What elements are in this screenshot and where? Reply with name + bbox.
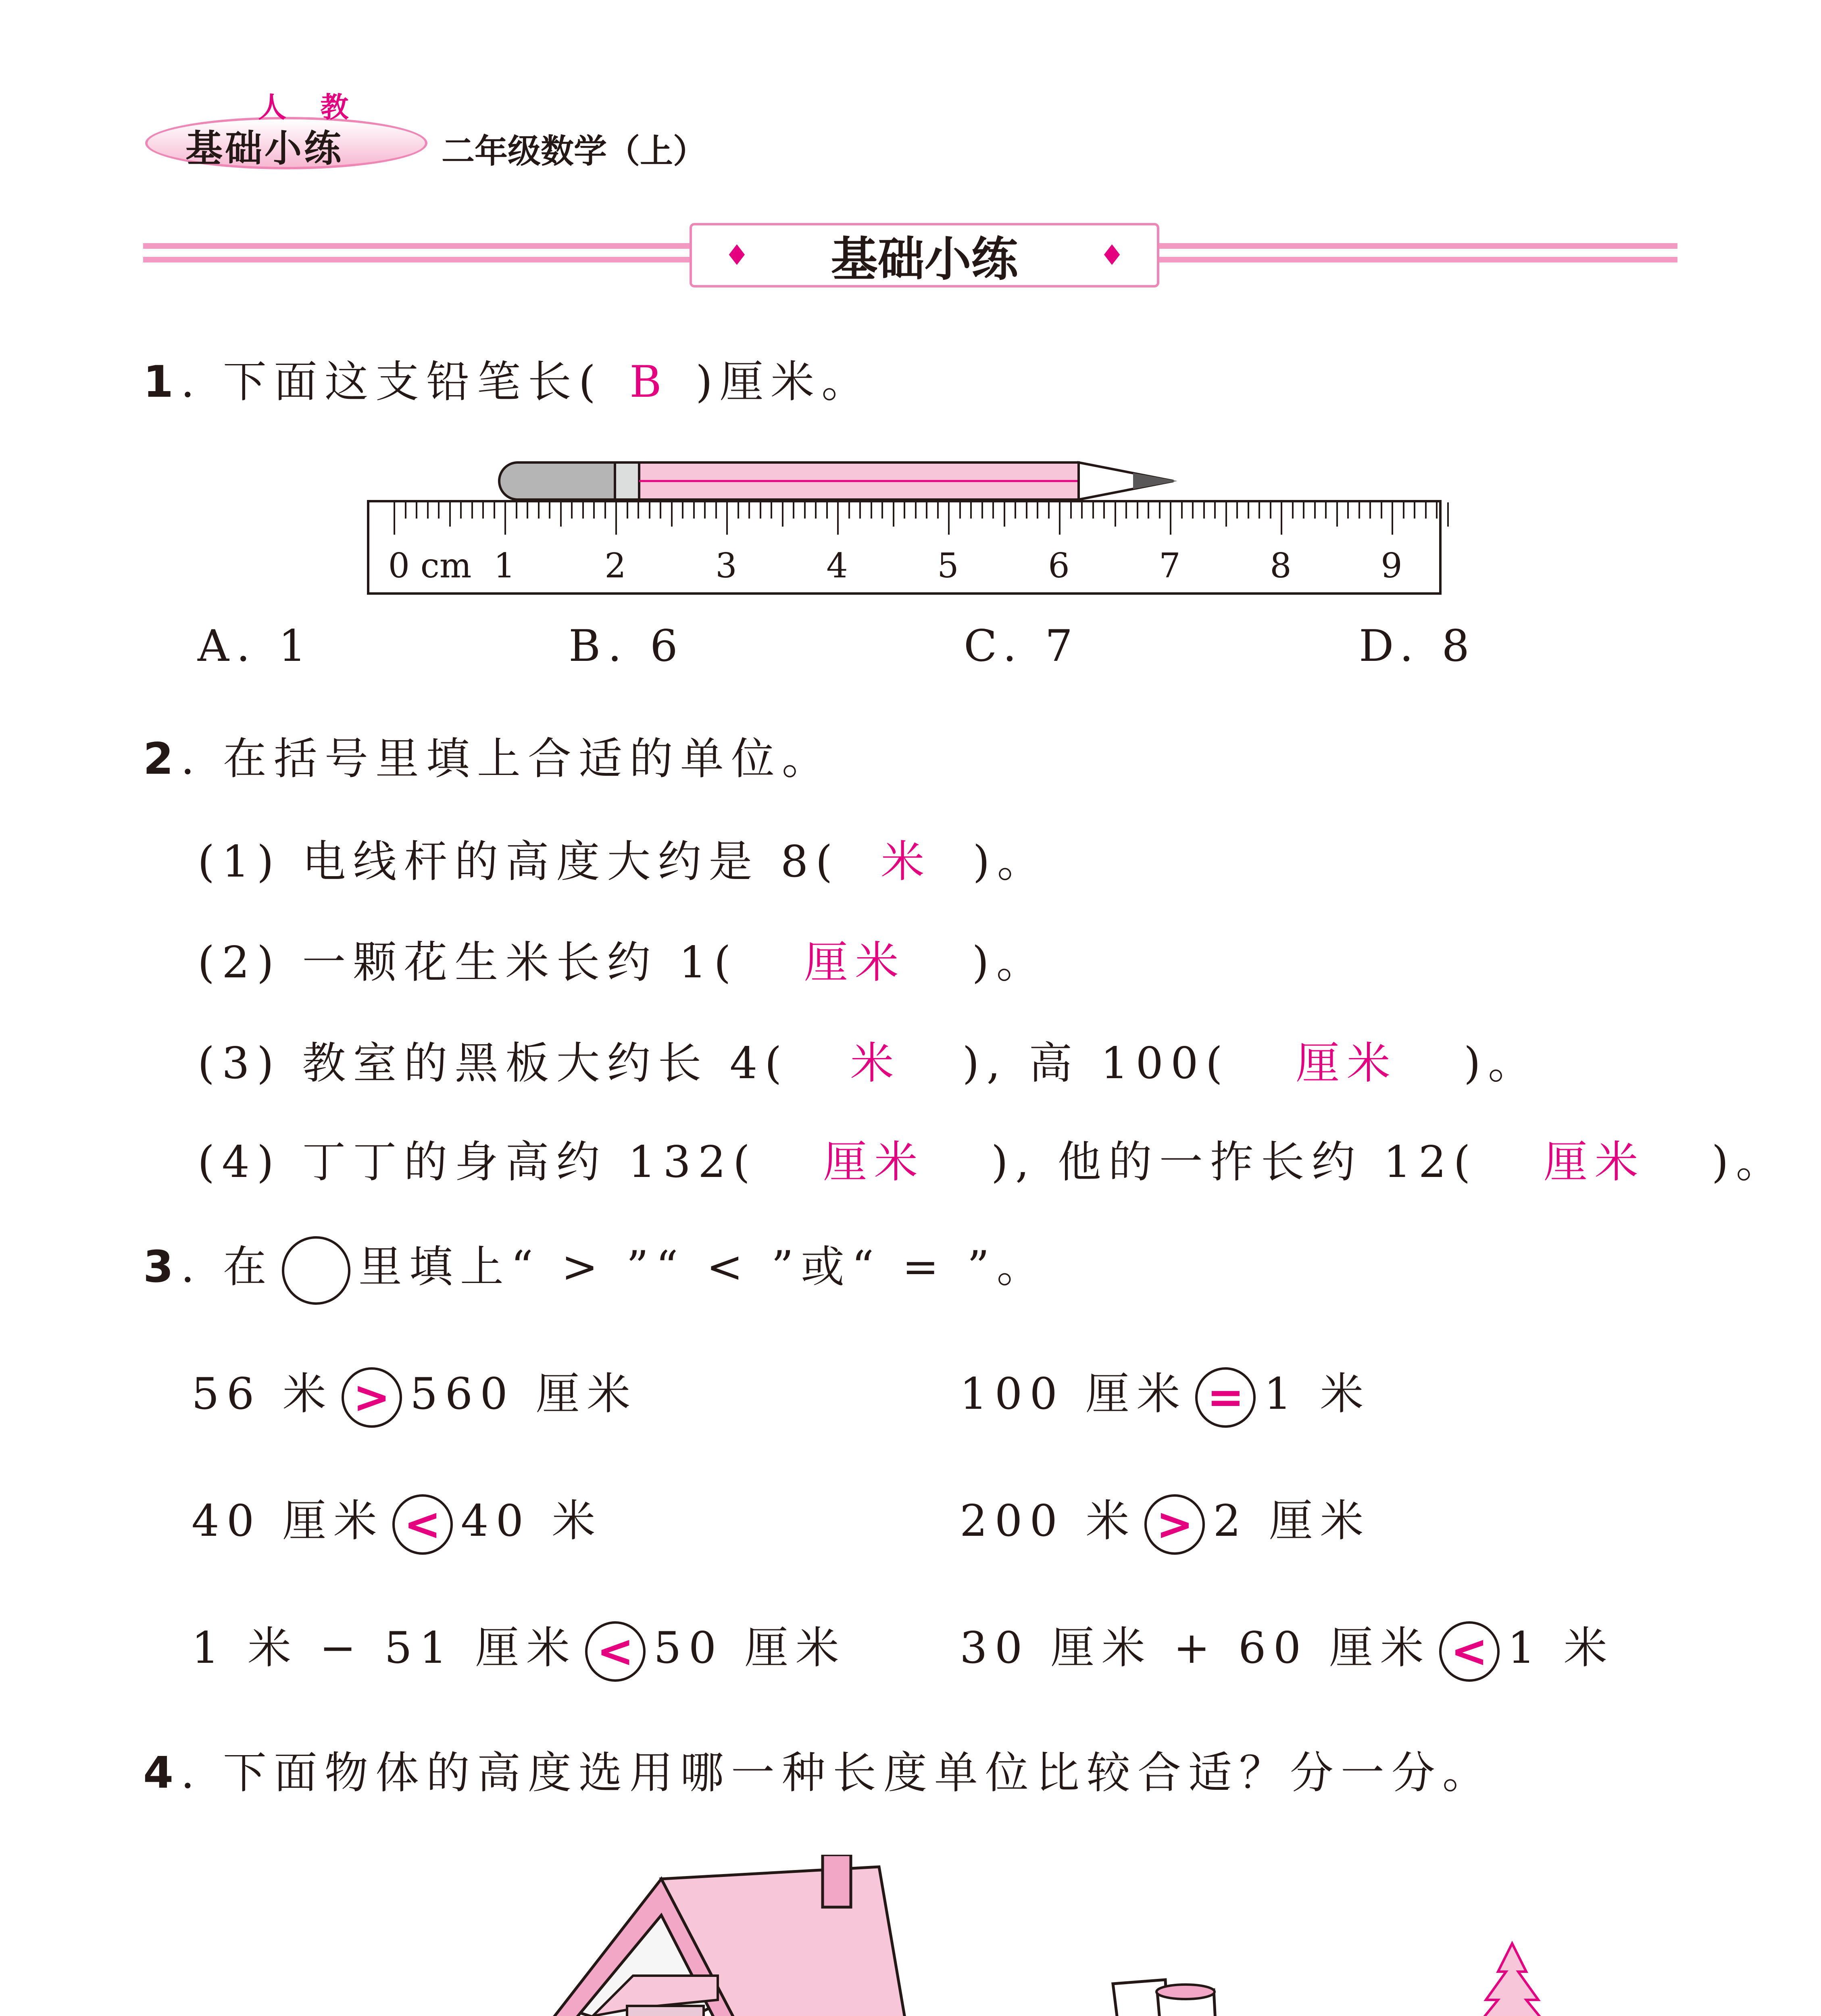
compare-row	[192, 1613, 846, 1682]
compare-row	[192, 1359, 638, 1428]
compare-sign: <	[1439, 1621, 1500, 1682]
ruler-tick	[427, 502, 429, 519]
ruler-tick	[904, 502, 905, 519]
ruler-tick	[738, 502, 739, 519]
answer-text: 厘米	[1296, 1038, 1398, 1089]
ruler-tick	[771, 502, 772, 519]
answer-text: 米	[850, 1038, 901, 1089]
ruler-tick	[1092, 502, 1094, 519]
ruler-label: 5	[937, 546, 959, 585]
ruler-tick	[815, 502, 817, 519]
ruler-tick	[494, 502, 495, 519]
option-b: B. 6	[569, 621, 685, 671]
q2-item-1	[198, 827, 1048, 889]
answer-text: 厘米	[823, 1137, 925, 1187]
compare-right: 1 米	[1264, 1369, 1371, 1419]
ruler-tick	[1325, 502, 1327, 519]
question-number: 4	[143, 1748, 181, 1798]
ruler-tick	[482, 502, 484, 519]
ruler-tick	[926, 502, 927, 519]
ruler-tick	[627, 502, 628, 519]
ruler-tick	[1281, 502, 1282, 535]
question-text: 里填上“ > ”“ < ”或“ = ”。	[358, 1242, 1048, 1292]
ruler-tick	[604, 502, 606, 519]
ruler-label: 4	[826, 546, 848, 585]
ruler-tick	[1048, 502, 1050, 519]
ruler-tick	[638, 502, 639, 519]
banner-stripe	[143, 257, 690, 262]
question-4	[143, 1738, 1493, 1800]
ruler-tick	[1347, 502, 1349, 519]
ruler-tick	[726, 502, 728, 535]
ruler-tick	[704, 502, 706, 519]
item-text: (1) 电线杆的高度大约是 8(	[198, 837, 840, 887]
banner-stripe	[1159, 243, 1677, 249]
ruler-tick	[804, 502, 806, 519]
ruler-tick	[981, 502, 983, 519]
ruler-tick	[1270, 502, 1271, 519]
ruler-tick	[571, 502, 573, 519]
ruler-tick	[826, 502, 828, 519]
ruler-tick	[593, 502, 595, 519]
compare-right: 2 厘米	[1213, 1496, 1371, 1546]
ruler-label: 6	[1048, 546, 1070, 585]
compare-left: 100 厘米	[960, 1369, 1188, 1419]
ruler-tick	[1026, 502, 1027, 519]
ruler-tick	[560, 502, 562, 527]
ruler-tick	[793, 502, 794, 519]
compare-right: 1 米	[1507, 1623, 1615, 1673]
ruler-tick	[615, 502, 617, 535]
item-text: )。	[1711, 1137, 1787, 1187]
ruler-label: 2	[604, 546, 626, 585]
diamond-icon: ♦	[724, 239, 750, 272]
diamond-icon: ♦	[1099, 239, 1125, 272]
ruler-tick	[915, 502, 917, 519]
ruler-label: 1	[494, 546, 515, 585]
item-text: )。	[973, 837, 1048, 887]
ruler-label: 3	[715, 546, 737, 585]
answer-text: B	[629, 357, 669, 407]
compare-row	[960, 1613, 1615, 1682]
ruler-tick	[1425, 502, 1427, 519]
item-text: )。	[972, 937, 1047, 988]
compare-left: 40 厘米	[192, 1496, 384, 1546]
question-text: . 在括号里填上合适的单位。	[181, 734, 833, 784]
ruler-tick	[837, 502, 839, 535]
ruler-tick	[1115, 502, 1116, 527]
pencil-image	[496, 458, 1181, 506]
compare-left: 30 厘米 + 60 厘米	[960, 1623, 1431, 1673]
ruler-tick	[1392, 502, 1393, 535]
ruler-tick	[405, 502, 406, 519]
q2-item-3	[198, 1028, 1539, 1091]
ruler-tick	[1248, 502, 1249, 519]
question-text: . 下面这支铅笔长(	[181, 357, 603, 407]
ruler-tick	[1059, 502, 1061, 535]
ruler-label: 8	[1270, 546, 1292, 585]
ruler-tick	[1070, 502, 1072, 519]
subject-title: 二年级数学（上）	[442, 132, 706, 171]
ruler-label: 0 cm	[388, 546, 472, 585]
ruler-tick	[1236, 502, 1238, 519]
compare-left: 200 米	[960, 1496, 1137, 1546]
ruler-tick	[1015, 502, 1016, 519]
answer-text: 厘米	[1544, 1137, 1646, 1187]
item-text: (4) 丁丁的身高约 132(	[198, 1137, 757, 1187]
ruler-tick	[1225, 502, 1227, 527]
ruler-tick	[516, 502, 517, 519]
ruler-tick	[992, 502, 994, 519]
question-3	[143, 1232, 1048, 1305]
ruler-tick	[970, 502, 972, 519]
ruler-tick	[948, 502, 950, 535]
ruler-tick	[1369, 502, 1371, 519]
ruler-tick	[504, 502, 506, 535]
option-c: C. 7	[964, 621, 1080, 671]
ruler-tick	[416, 502, 417, 519]
compare-row	[960, 1486, 1371, 1555]
ruler-tick	[1148, 502, 1149, 519]
section-banner	[690, 223, 1159, 287]
ruler-tick	[1358, 502, 1360, 519]
ruler-tick	[1037, 502, 1038, 519]
ruler-tick	[449, 502, 451, 527]
ruler-tick	[1214, 502, 1216, 519]
ruler-tick	[538, 502, 540, 519]
house-image	[532, 1855, 919, 2016]
ruler-tick	[748, 502, 750, 519]
ruler-tick	[1436, 502, 1438, 519]
ruler-tick	[438, 502, 440, 519]
item-text: ), 高 100(	[962, 1038, 1230, 1089]
compare-row	[192, 1486, 603, 1555]
compare-sign: =	[1195, 1367, 1256, 1428]
banner-stripe	[143, 243, 690, 249]
ruler-tick	[1336, 502, 1338, 527]
ruler-tick	[1137, 502, 1138, 519]
item-text: )。	[1463, 1038, 1539, 1089]
tree-image	[1440, 1935, 1585, 2016]
option-a: A. 1	[198, 621, 314, 671]
ruler-tick	[460, 502, 462, 519]
ruler-tick	[871, 502, 872, 519]
answer-text: 厘米	[804, 937, 906, 988]
boots-image	[1097, 1968, 1258, 2016]
section-title: 基础小练	[831, 232, 1018, 287]
question-text: )厘米。	[695, 357, 873, 407]
ruler-tick	[649, 502, 650, 519]
ruler-tick	[1414, 502, 1415, 519]
ruler-tick	[1103, 502, 1105, 519]
ruler-tick	[1125, 502, 1127, 519]
ruler-tick	[959, 502, 961, 519]
ruler-tick	[1314, 502, 1316, 519]
q2-item-2	[198, 927, 1047, 990]
ruler-label: 7	[1159, 546, 1181, 585]
ruler-tick	[1447, 502, 1449, 527]
question-text: . 下面物体的高度选用哪一种长度单位比较合适？分一分。	[181, 1748, 1493, 1798]
ruler-tick	[859, 502, 861, 519]
question-number: 1	[143, 357, 181, 407]
compare-row	[960, 1359, 1371, 1428]
ruler-tick	[394, 502, 395, 535]
compare-left: 1 米 − 51 厘米	[192, 1623, 577, 1673]
compare-sign: >	[1144, 1494, 1205, 1555]
ruler-tick	[937, 502, 939, 519]
item-text: (3) 教室的黑板大约长 4(	[198, 1038, 789, 1089]
compare-sign: <	[392, 1494, 453, 1555]
ruler-tick	[1258, 502, 1260, 519]
ruler-tick	[1192, 502, 1194, 519]
compare-right: 50 厘米	[653, 1623, 846, 1673]
ruler-tick	[715, 502, 717, 519]
question-1	[143, 347, 872, 409]
ruler-tick	[1181, 502, 1183, 519]
ruler-tick	[1303, 502, 1304, 519]
compare-right: 560 厘米	[410, 1369, 638, 1419]
ruler-tick	[881, 502, 883, 519]
compare-sign: <	[585, 1621, 646, 1682]
ruler-tick	[682, 502, 683, 519]
brand-title: 基础小练	[185, 127, 344, 170]
ruler-tick	[1203, 502, 1205, 519]
question-text: . 在	[181, 1242, 274, 1292]
ruler-tick	[1381, 502, 1382, 519]
compare-left: 56 米	[192, 1369, 333, 1419]
ruler-tick	[1403, 502, 1404, 519]
item-text: (2) 一颗花生米长约 1(	[198, 937, 738, 988]
ruler-tick	[893, 502, 894, 527]
question-2	[143, 724, 833, 786]
ruler-tick	[671, 502, 673, 527]
ruler-tick	[760, 502, 761, 519]
ruler-tick	[527, 502, 528, 519]
series-label: 人 教	[258, 91, 361, 124]
item-text: ), 他的一拃长约 12(	[991, 1137, 1478, 1187]
q2-item-4	[198, 1127, 1787, 1189]
answer-text: 米	[881, 837, 932, 887]
ruler-tick	[782, 502, 783, 527]
ruler-tick	[1170, 502, 1171, 535]
compare-sign: >	[342, 1367, 402, 1428]
question-number: 2	[143, 734, 181, 784]
compare-right: 40 米	[460, 1496, 603, 1546]
banner-stripe	[1159, 257, 1677, 262]
empty-circle-icon	[282, 1236, 350, 1305]
ruler-tick	[1081, 502, 1083, 519]
ruler-tick	[848, 502, 850, 519]
ruler-tick	[1004, 502, 1005, 527]
ruler-tick	[1159, 502, 1161, 519]
ruler-tick	[549, 502, 550, 519]
ruler-tick	[1292, 502, 1294, 519]
ruler-tick	[660, 502, 661, 519]
ruler	[367, 500, 1442, 595]
ruler-tick	[582, 502, 584, 519]
option-d: D. 8	[1359, 621, 1477, 671]
ruler-tick	[471, 502, 473, 519]
ruler-tick	[693, 502, 695, 519]
ruler-label: 9	[1381, 546, 1402, 585]
question-number: 3	[143, 1242, 181, 1292]
